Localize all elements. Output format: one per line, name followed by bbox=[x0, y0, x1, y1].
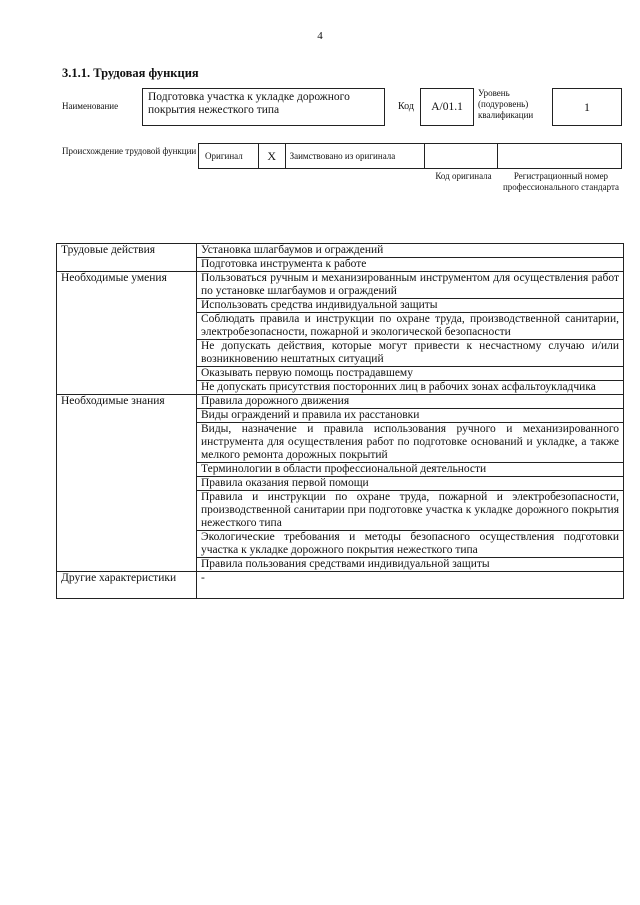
original-mark: X bbox=[259, 144, 286, 168]
knowledge-item: Виды ограждений и правила их расстановки bbox=[197, 409, 624, 423]
skill-item: Не допускать действия, которые могут привести к несчастному случаю и/или возникновению нештатных ситуаций bbox=[197, 340, 624, 367]
qualification-level-label: Уровень (подуровень) квалификации bbox=[478, 88, 534, 120]
other-characteristics-label: Другие характеристики bbox=[57, 572, 197, 599]
table-row bbox=[57, 395, 624, 409]
skill-item: Использовать средства индивидуальной защиты bbox=[197, 299, 624, 313]
labor-action-item: Подготовка инструмента к работе bbox=[197, 258, 624, 272]
table-row bbox=[57, 272, 624, 299]
knowledge-item: Экологические требования и методы безопасного осуществления подготовки участка к укладке дорожного покрытия нежесткого типа bbox=[197, 531, 624, 558]
function-name-value: Подготовка участка к укладке дорожного покрытия нежесткого типа bbox=[142, 88, 385, 126]
origin-table bbox=[198, 143, 622, 169]
knowledge-item: Правила дорожного движения bbox=[197, 395, 624, 409]
skill-item: Не допускать присутствия посторонних лиц в рабочих зонах асфальтоукладчика bbox=[197, 381, 624, 395]
registration-number-caption: Регистрационный номер профессионального стандарта bbox=[502, 171, 620, 192]
function-details-table bbox=[56, 243, 624, 599]
other-characteristics-value: - bbox=[197, 572, 624, 599]
code-value: A/01.1 bbox=[420, 88, 474, 126]
borrowed-label: Заимствовано из оригинала bbox=[286, 144, 425, 168]
knowledge-item: Правила оказания первой помощи bbox=[197, 477, 624, 491]
skills-label: Необходимые умения bbox=[57, 272, 197, 395]
labor-actions-label: Трудовые действия bbox=[57, 244, 197, 272]
name-label: Наименование bbox=[62, 101, 119, 111]
registration-number-cell bbox=[498, 144, 621, 168]
table-row bbox=[57, 244, 624, 258]
original-label: Оригинал bbox=[199, 144, 259, 168]
page-number: 4 bbox=[317, 30, 323, 42]
original-code-caption: Код оригинала bbox=[435, 171, 492, 181]
qualification-level-value: 1 bbox=[552, 88, 622, 126]
section-title: 3.1.1. Трудовая функция bbox=[62, 66, 199, 80]
skill-item: Оказывать первую помощь пострадавшему bbox=[197, 367, 624, 381]
skill-item: Пользоваться ручным и механизированным инструментом для осуществления работ по установке шлагбаумов и ограждений bbox=[197, 272, 624, 299]
origin-label: Происхождение трудовой функции bbox=[62, 146, 197, 156]
knowledge-label: Необходимые знания bbox=[57, 395, 197, 572]
knowledge-item: Правила пользования средствами индивидуальной защиты bbox=[197, 558, 624, 572]
table-row bbox=[57, 572, 624, 599]
code-label: Код bbox=[398, 101, 414, 112]
skill-item: Соблюдать правила и инструкции по охране труда, производственной санитарии, электробезопасности, пожарной и экологической безопасности bbox=[197, 313, 624, 340]
labor-action-item: Установка шлагбаумов и ограждений bbox=[197, 244, 624, 258]
original-code-cell bbox=[425, 144, 498, 168]
knowledge-item: Виды, назначение и правила использования ручного и механизированного инструмента для осуществления работ по подготовке оснований и укладке, а также мелкого ремонта дорожных покрытий bbox=[197, 423, 624, 463]
knowledge-item: Правила и инструкции по охране труда, пожарной и электробезопасности, производственной санитарии при подготовке участка к укладке дорожного покрытия нежесткого типа bbox=[197, 491, 624, 531]
knowledge-item: Терминологии в области профессиональной деятельности bbox=[197, 463, 624, 477]
